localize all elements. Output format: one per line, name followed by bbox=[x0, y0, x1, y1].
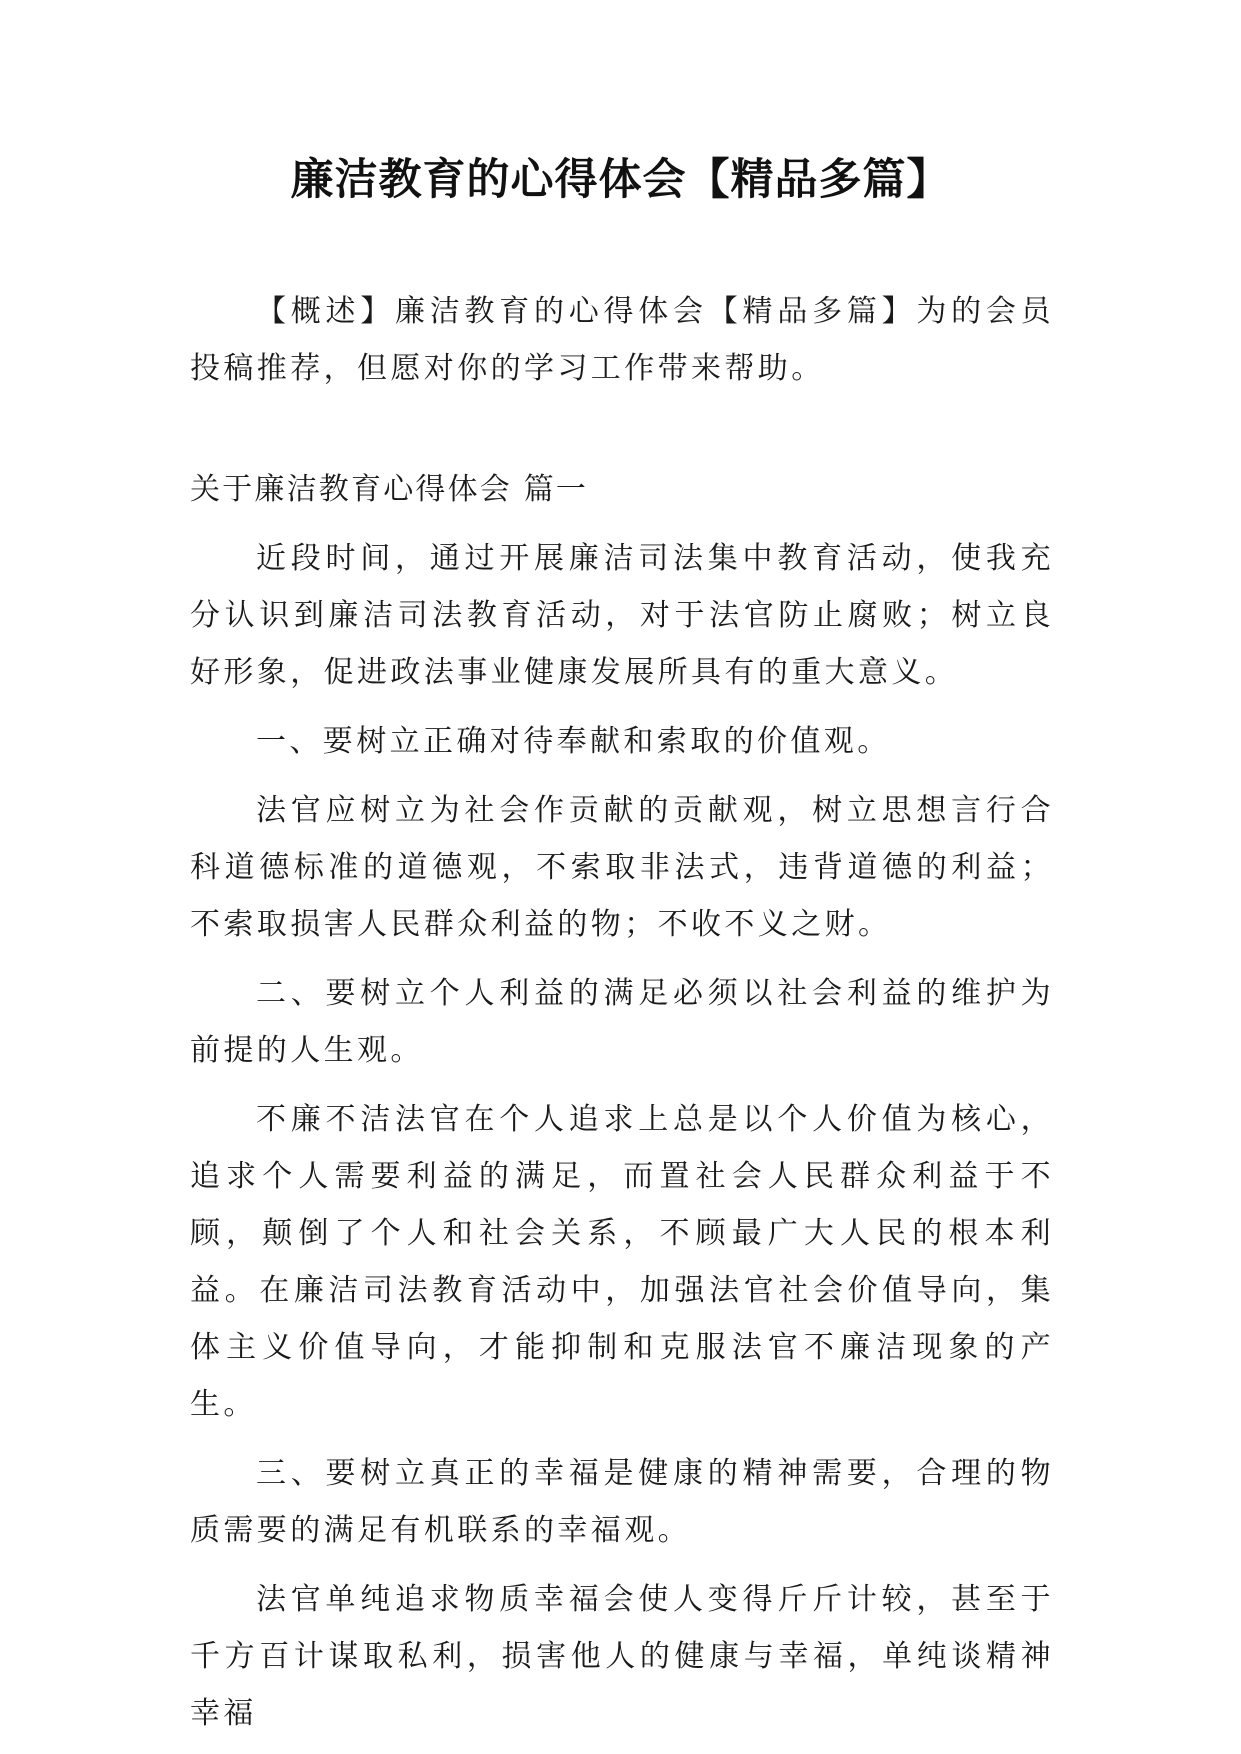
point-one-body: 法官应树立为社会作贡献的贡献观，树立思想言行合科道德标准的道德观，不索取非法式，违背道德的利益；不索取损害人民群众利益的物；不收不义之财。 bbox=[190, 793, 1054, 942]
paragraph-intro: 近段时间，通过开展廉洁司法集中教育活动，使我充分认识到廉洁司法教育活动，对于法官防止腐败；树立良好形象，促进政法事业健康发展所具有的重大意义。 bbox=[190, 541, 1054, 690]
article-body bbox=[190, 461, 1054, 1754]
summary-paragraph: 【概述】廉洁教育的心得体会【精品多篇】为的会员投稿推荐，但愿对你的学习工作带来帮助。 bbox=[190, 294, 1054, 386]
document-title: 廉洁教育的心得体会【精品多篇】 bbox=[290, 155, 951, 205]
point-three-heading: 三、要树立真正的幸福是健康的精神需要，合理的物质需要的满足有机联系的幸福观。 bbox=[190, 1456, 1054, 1548]
point-two-body: 不廉不洁法官在个人追求上总是以个人价值为核心，追求个人需要利益的满足，而置社会人民群众利益于不顾，颠倒了个人和社会关系，不顾最广大人民的根本利益。在廉洁司法教育活动中，加强法官社会价值导向，集体主义价值导向，才能抑制和克服法官不廉洁现象的产生。 bbox=[190, 1102, 1054, 1422]
point-one-heading: 一、要树立正确对待奉献和索取的价值观。 bbox=[256, 724, 891, 759]
point-two-heading: 二、要树立个人利益的满足必须以社会利益的维护为前提的人生观。 bbox=[190, 976, 1054, 1068]
summary-block bbox=[190, 283, 1054, 397]
section-heading: 关于廉洁教育心得体会 篇一 bbox=[190, 472, 589, 507]
point-three-body: 法官单纯追求物质幸福会使人变得斤斤计较，甚至于千方百计谋取私利，损害他人的健康与幸福，单纯谈精神幸福 bbox=[190, 1582, 1054, 1731]
